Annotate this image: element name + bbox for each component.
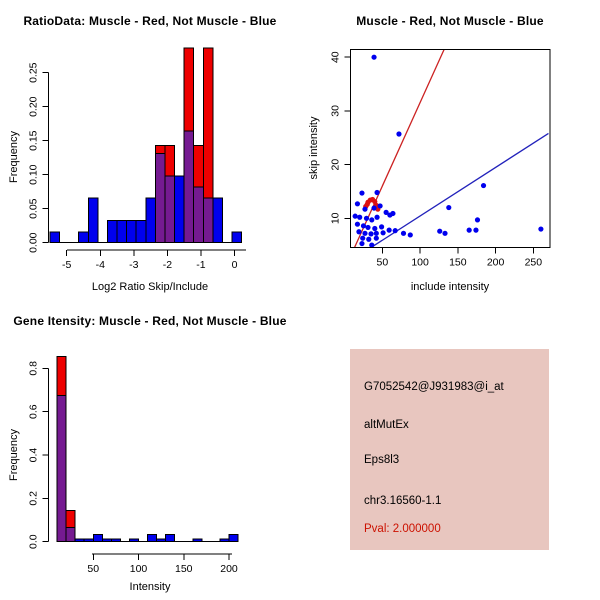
gene_hist-bar (111, 539, 120, 542)
scatter-point-blue (359, 241, 364, 246)
svg-text:0.0: 0.0 (27, 534, 40, 550)
svg-text:250: 250 (524, 256, 543, 269)
ratio_hist-x-axis (62, 250, 246, 271)
scatter-point-blue (408, 232, 413, 237)
ratio_hist-bar (107, 220, 117, 242)
info-pval: Pval: 2.000000 (364, 523, 441, 535)
info-probe-id: G7052542@J931983@i_at (364, 381, 504, 393)
svg-text:0.6: 0.6 (27, 404, 40, 419)
svg-text:0.00: 0.00 (27, 232, 40, 253)
scatter-point-blue (365, 225, 370, 230)
gene_hist-bar (166, 535, 175, 542)
scatter-point-blue (355, 222, 360, 227)
scatter-x-axis (377, 248, 543, 269)
gene_hist-bar (229, 535, 238, 542)
svg-text:0.10: 0.10 (27, 164, 40, 185)
scatter-point-blue (387, 228, 392, 233)
ratio_hist-bar (203, 48, 213, 198)
svg-text:0.4: 0.4 (27, 447, 40, 463)
ratio_hist-bar (50, 232, 60, 243)
panel-gene-histogram (0, 300, 300, 600)
panel-info (300, 300, 600, 600)
svg-text:-4: -4 (95, 259, 105, 271)
ratio_hist-bar (146, 198, 156, 243)
info-gene-name: Eps8l3 (364, 454, 400, 466)
scatter-point-blue (353, 214, 358, 219)
ratio-hist-plot (0, 0, 300, 300)
scatter-point-blue (356, 229, 361, 234)
scatter-point-blue (364, 216, 369, 221)
svg-text:-3: -3 (129, 259, 139, 271)
svg-text:150: 150 (174, 563, 193, 575)
ratio_hist-bar (136, 220, 146, 242)
scatter-plot (300, 0, 600, 300)
scatter-point-blue (366, 237, 371, 242)
svg-text:20: 20 (329, 158, 342, 171)
scatter-point-blue (538, 226, 543, 231)
gene_hist-bar (102, 539, 111, 542)
scatter-point-blue (467, 228, 472, 233)
gene_hist-bar (57, 356, 66, 395)
gene_hist-bar (193, 539, 202, 542)
svg-text:-2: -2 (162, 259, 173, 271)
panel-ratio-histogram (0, 0, 300, 300)
svg-text:0.8: 0.8 (27, 361, 40, 376)
ratio_hist-bar (194, 187, 204, 243)
ratio-hist-xlabel: Log2 Ratio Skip/Include (91, 281, 209, 293)
scatter-point-blue (372, 226, 377, 231)
panel-scatter (300, 0, 600, 300)
scatter-point-blue (396, 131, 401, 136)
scatter-point-blue (379, 224, 384, 229)
svg-text:50: 50 (376, 256, 389, 269)
scatter-point-blue (362, 231, 367, 236)
scatter-point-blue (475, 217, 480, 222)
svg-text:100: 100 (129, 563, 148, 575)
svg-text:-1: -1 (196, 259, 206, 271)
ratio_hist-bar (184, 131, 194, 243)
svg-text:200: 200 (220, 563, 238, 575)
svg-text:40: 40 (329, 51, 342, 64)
scatter-point-blue (446, 205, 451, 210)
scatter-point-blue (393, 228, 398, 233)
svg-text:200: 200 (486, 256, 505, 269)
svg-text:50: 50 (87, 563, 100, 575)
gene_hist-bar (129, 539, 138, 542)
ratio_hist-bar (155, 145, 165, 153)
gene-hist-title: Gene Itensity: Muscle - Red, Not Muscle - Blue (13, 314, 287, 328)
scatter-point-blue (371, 55, 376, 60)
info-event-type: altMutEx (364, 419, 409, 431)
svg-text:-5: -5 (62, 259, 72, 271)
gene_hist-bar (148, 535, 157, 542)
scatter-point-blue (473, 228, 478, 233)
ratio_hist-bar (155, 154, 165, 243)
ratio_hist-bars (50, 48, 242, 242)
scatter-point-blue (381, 230, 386, 235)
ratio_hist-bar (88, 198, 98, 243)
scatter-point-blue (401, 231, 406, 236)
scatter-point-blue (481, 183, 486, 188)
ratio_hist-bar (165, 176, 175, 243)
svg-text:0.15: 0.15 (27, 130, 40, 151)
svg-text:10: 10 (329, 212, 342, 225)
info-box (350, 349, 549, 550)
ratio_hist-bar (232, 232, 242, 243)
scatter-point-blue (437, 229, 442, 234)
scatter-point-blue (360, 236, 365, 241)
scatter-point-blue (355, 201, 360, 206)
ratio_hist-y-axis (28, 62, 49, 253)
scatter-point-blue (371, 205, 376, 210)
svg-text:30: 30 (329, 105, 342, 117)
svg-text:150: 150 (449, 256, 467, 269)
scatter-point-blue (357, 215, 362, 220)
gene_hist-bar (75, 539, 84, 542)
scatter-box (351, 49, 550, 247)
svg-text:100: 100 (411, 256, 429, 269)
ratio_hist-bar (184, 48, 194, 131)
scatter-point-blue (374, 190, 379, 195)
gene_hist-bar (84, 539, 93, 542)
ratio_hist-bar (165, 145, 175, 176)
svg-text:0: 0 (231, 259, 238, 271)
ratio_hist-bar (203, 198, 213, 243)
ratio_hist-bar (117, 220, 127, 242)
scatter-points-blue (353, 55, 544, 248)
scatter-point-blue (359, 190, 364, 195)
scatter-xlabel: include intensity (410, 281, 490, 293)
scatter-point-blue (369, 217, 374, 222)
scatter-point-blue (362, 207, 367, 212)
info-locus: chr3.16560-1.1 (364, 495, 442, 507)
scatter-point-blue (369, 243, 374, 248)
gene_hist-bar (157, 539, 166, 542)
gene-hist-plot (0, 300, 300, 600)
gene_hist-y-axis (28, 361, 49, 549)
gene_hist-bar (93, 535, 102, 542)
scatter-point-blue (361, 223, 366, 228)
gene_hist-bar (220, 539, 229, 542)
ratio-hist-ylabel: Frequency (8, 131, 20, 183)
gene_hist-bar (66, 510, 75, 527)
scatter-point-blue (442, 231, 447, 236)
gene-hist-xlabel: Intensity (129, 581, 171, 593)
scatter-point-blue (390, 211, 395, 216)
svg-text:0.2: 0.2 (27, 491, 40, 506)
ratio_hist-bar (175, 176, 185, 243)
gene_hist-bar (66, 528, 75, 542)
scatter-point-blue (374, 215, 379, 220)
ratio_hist-bar (79, 232, 89, 243)
scatter-point-blue (374, 236, 379, 241)
gene_hist-bar (57, 395, 66, 541)
gene_hist-bars (57, 356, 238, 541)
svg-text:0.20: 0.20 (27, 96, 40, 117)
scatter-point-blue (377, 203, 382, 208)
scatter-title: Muscle - Red, Not Muscle - Blue (356, 14, 544, 28)
scatter-point-blue (368, 231, 373, 236)
scatter-y-axis (330, 51, 351, 224)
scatter-ylabel: skip intensity (308, 116, 320, 180)
ratio-hist-title: RatioData: Muscle - Red, Not Muscle - Blue (23, 14, 277, 28)
ratio_hist-bar (127, 220, 137, 242)
gene-hist-ylabel: Frequency (8, 429, 20, 481)
svg-text:0.05: 0.05 (27, 198, 40, 219)
ratio_hist-bar (213, 198, 223, 243)
gene_hist-x-axis (87, 554, 238, 575)
svg-text:0.25: 0.25 (27, 62, 40, 83)
scatter-point-blue (374, 231, 379, 236)
ratio_hist-bar (194, 145, 204, 186)
